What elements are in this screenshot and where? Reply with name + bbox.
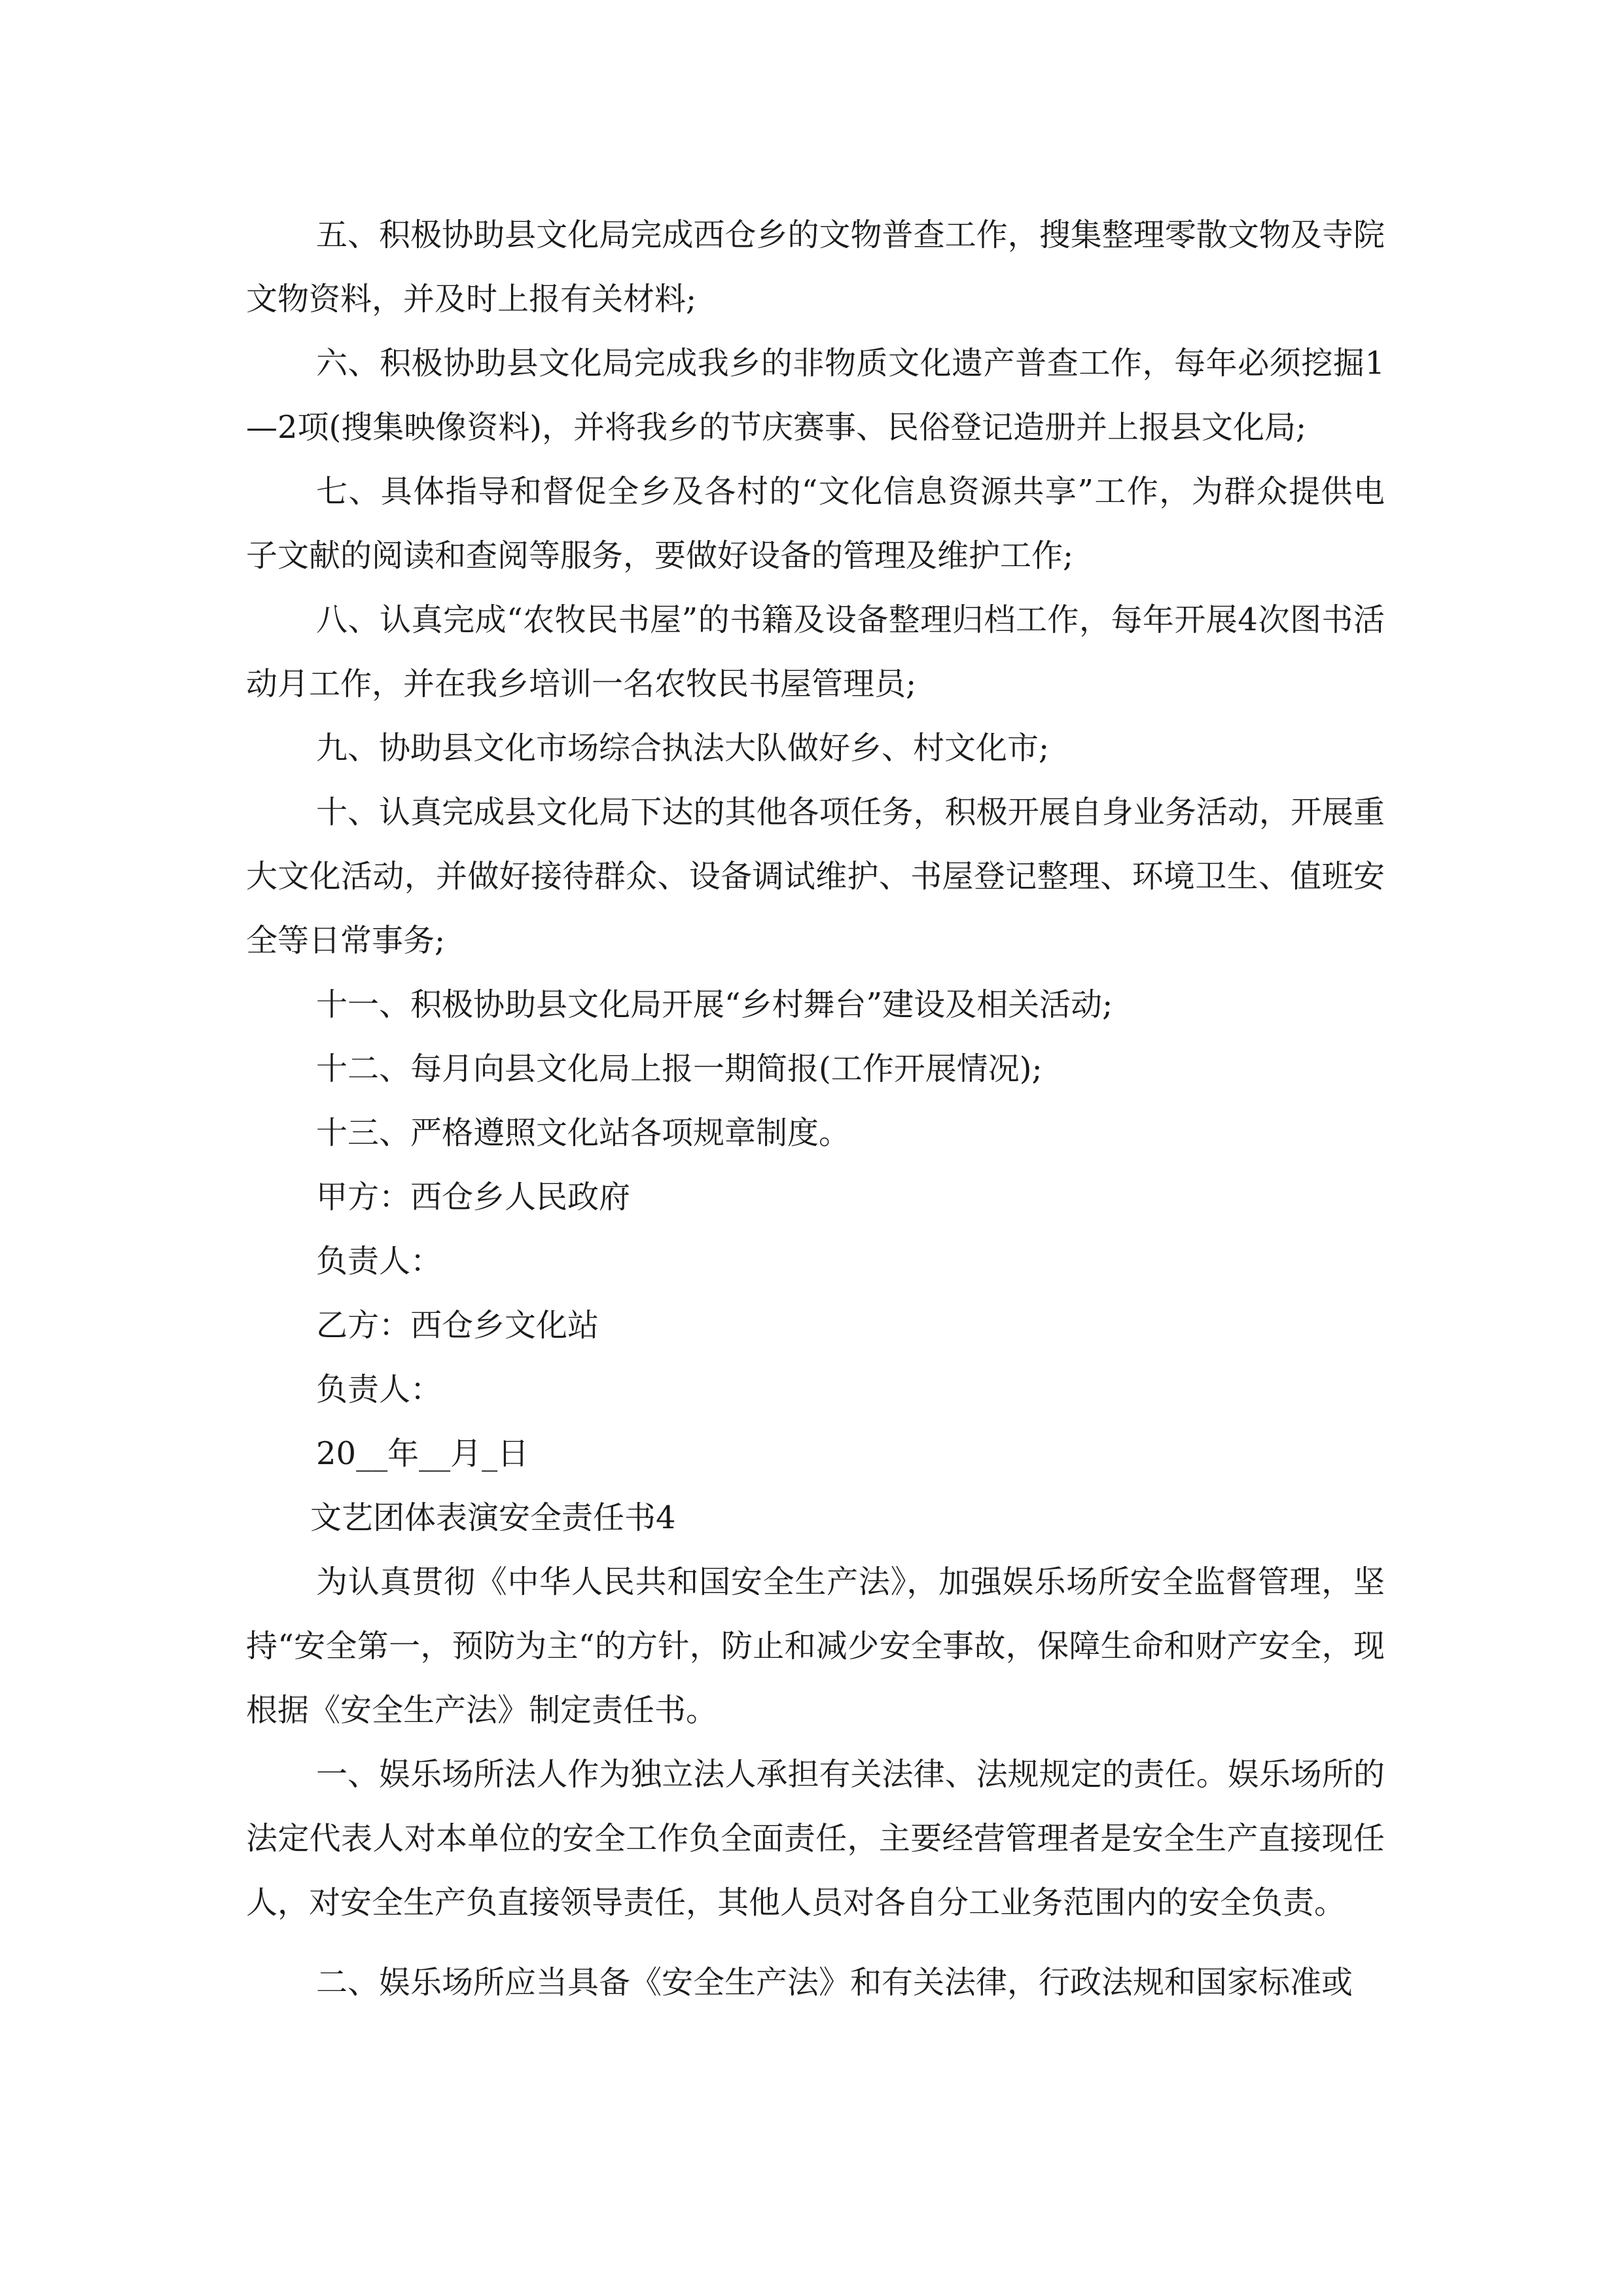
intro-paragraph: 为认真贯彻《中华人民共和国安全生产法》，加强娱乐场所安全监督管理，坚持“安全第一，预防为主“的方针，防止和减少安全事故，保障生命和财产安全，现根据《安全生产法》制定责任书。 [246, 1564, 1385, 1729]
responsible-a: 负责人： [316, 1243, 442, 1280]
item-10: 十、认真完成县文化局下达的其他各项任务，积极开展自身业务活动，开展重大文化活动，并做好接待群众、设备调试维护、书屋登记整理、环境卫生、值班安全等日常事务; [246, 794, 1385, 959]
item-8: 八、认真完成“农牧民书屋”的书籍及设备整理归档工作，每年开展4次图书活动月工作，并在我乡培训一名农牧民书屋管理员; [246, 601, 1385, 702]
item-7: 七、具体指导和督促全乡及各村的“文化信息资源共享”工作，为群众提供电子文献的阅读和查阅等服务，要做好设备的管理及维护工作; [246, 473, 1385, 574]
item-11: 十一、积极协助县文化局开展“乡村舞台”建设及相关活动; [316, 986, 1113, 1023]
party-a: 甲方：西仓乡人民政府 [316, 1179, 631, 1215]
item-5: 五、积极协助县文化局完成西仓乡的文物普查工作，搜集整理零散文物及寺院文物资料，并及时上报有关材料; [246, 217, 1385, 317]
sign-date: 20__年__月_日 [316, 1435, 529, 1472]
clause-1: 一、娱乐场所法人作为独立法人承担有关法律、法规规定的责任。娱乐场所的法定代表人对本单位的安全工作负全面责任，主要经营管理者是安全生产直接现任人，对安全生产负直接领导责任，其他人员对各自分工业务范围内的安全负责。 [246, 1756, 1385, 1921]
item-9: 九、协助县文化市场综合执法大队做好乡、村文化市; [316, 730, 1050, 766]
party-b: 乙方：西仓乡文化站 [316, 1307, 599, 1344]
clause-2: 二、娱乐场所应当具备《安全生产法》和有关法律，行政法规和国家标准或 [316, 1964, 1353, 2001]
responsible-b: 负责人： [316, 1371, 442, 1408]
document-body [246, 203, 1385, 2015]
section-title: 文艺团体表演安全责任书4 [310, 1499, 676, 1536]
item-13: 十三、严格遵照文化站各项规章制度。 [316, 1115, 851, 1151]
item-12: 十二、每月向县文化局上报一期简报(工作开展情况); [316, 1050, 1043, 1087]
item-6: 六、积极协助县文化局完成我乡的非物质文化遗产普查工作，每年必须挖掘1—2项(搜集映像资料)，并将我乡的节庆赛事、民俗登记造册并上报县文化局; [246, 345, 1385, 446]
